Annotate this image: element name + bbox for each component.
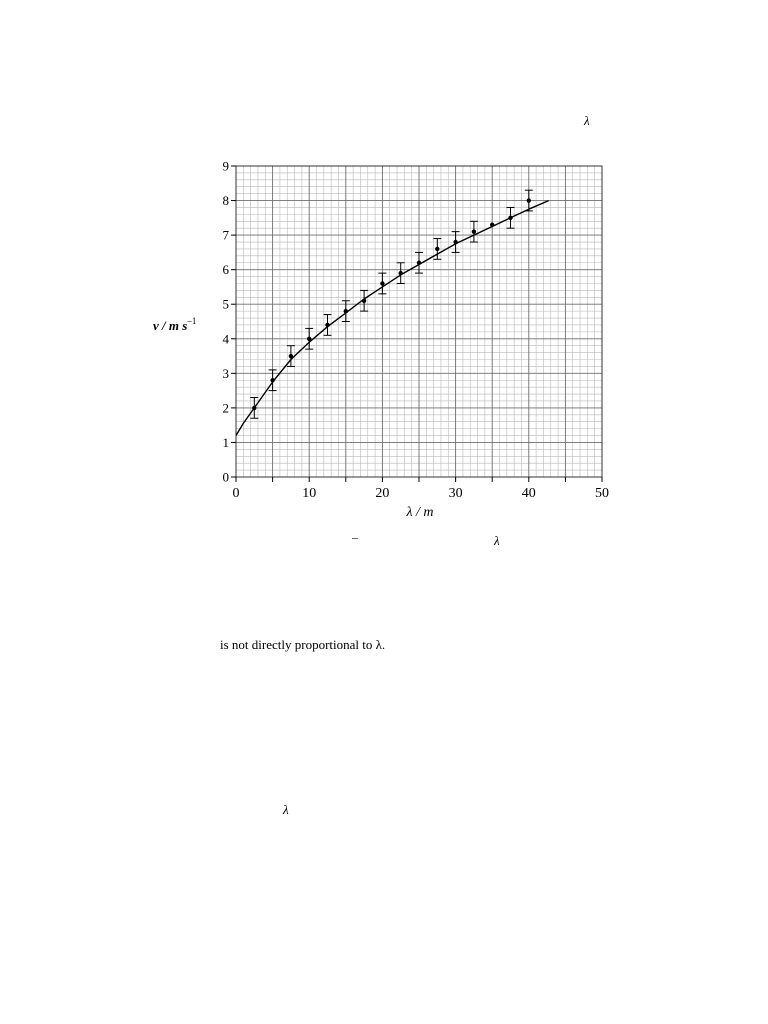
data-point: [527, 198, 531, 202]
y-tick-label: 8: [222, 193, 229, 209]
chart-axes: [231, 166, 602, 482]
y-tick-labels: [223, 159, 230, 485]
data-point: [325, 323, 329, 327]
data-point: [289, 354, 293, 358]
proportionality-statement: is not directly proportional to λ.: [220, 637, 386, 652]
lambda-top-label: λ: [584, 113, 590, 128]
x-tick-label: 30: [448, 486, 463, 501]
x-tick-labels: [233, 486, 610, 501]
data-point: [380, 281, 384, 285]
data-point: [399, 271, 403, 275]
data-point: [490, 223, 494, 227]
y-tick-label: 3: [222, 365, 229, 381]
caption-lambda: λ: [494, 533, 500, 548]
data-point: [435, 247, 439, 251]
data-point: [252, 406, 256, 410]
data-point: [453, 240, 457, 244]
y-tick-label: 0: [222, 469, 229, 485]
x-tick-label: 20: [375, 486, 390, 501]
y-tick-label: 6: [222, 262, 229, 278]
data-point: [508, 216, 512, 220]
caption-dash: –: [352, 530, 358, 544]
x-axis-label: λ / m: [406, 505, 434, 520]
y-tick-label: 2: [222, 400, 229, 416]
data-point: [307, 337, 311, 341]
y-axis-label-superscript: –1: [187, 316, 197, 326]
data-point: [270, 378, 274, 382]
lambda-bottom-label: λ: [283, 802, 289, 817]
data-point: [472, 229, 476, 233]
y-axis-label: [153, 316, 196, 333]
data-point: [344, 309, 348, 313]
y-tick-label: 4: [222, 331, 229, 347]
major-gridlines: [236, 166, 602, 477]
data-point: [362, 299, 366, 303]
y-tick-label: 9: [222, 158, 229, 174]
y-tick-label: 7: [222, 227, 229, 243]
x-tick-label: 0: [232, 486, 240, 501]
data-point: [417, 261, 421, 265]
y-tick-label: 5: [222, 296, 229, 312]
x-tick-label: 10: [302, 486, 317, 501]
y-tick-label: 1: [222, 434, 229, 450]
y-axis-label-text: v / m s: [153, 318, 188, 333]
x-tick-label: 40: [521, 486, 536, 501]
x-tick-label: 50: [595, 486, 609, 501]
